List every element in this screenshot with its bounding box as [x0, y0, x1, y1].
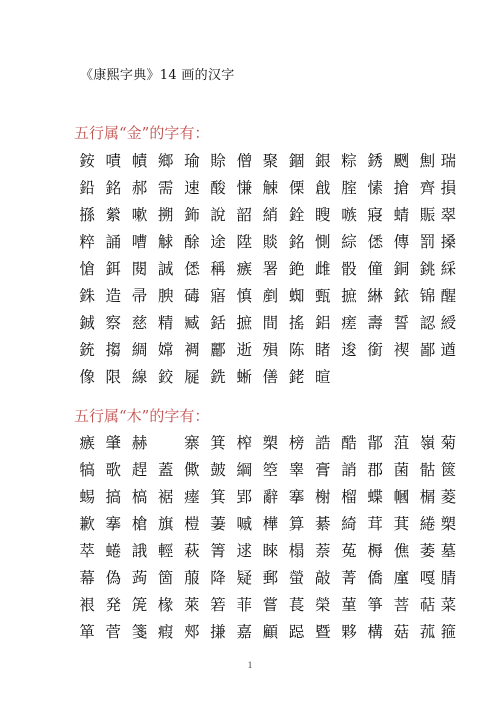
- character-cell: 察: [105, 314, 122, 332]
- character-cell: 萊: [184, 596, 200, 614]
- character-cell: 損: [440, 179, 457, 197]
- character-cell: 間: [262, 314, 279, 332]
- character-cell: 蜥: [236, 368, 252, 386]
- character-cell: 榜: [288, 434, 305, 452]
- character-cell: 蜻: [393, 206, 410, 224]
- character-cell: 菹: [393, 434, 410, 452]
- character-cell: 綜: [341, 233, 357, 251]
- character-cell: 認: [419, 314, 436, 332]
- character-cell: 綃: [262, 206, 279, 224]
- character-cell: 愴: [79, 260, 95, 278]
- character-cell: 菅: [105, 623, 122, 641]
- character-cell: 閱: [131, 260, 148, 278]
- character-cell: 線: [131, 368, 148, 386]
- character-cell: 銠: [288, 368, 305, 386]
- character-cell: 箐: [210, 542, 226, 560]
- character-cell: 翠: [440, 206, 457, 224]
- character-cell: 槍: [131, 515, 148, 533]
- character-cell: 蜷: [105, 542, 122, 560]
- character-cell: 甄: [315, 287, 331, 305]
- character-cell: 嘗: [262, 596, 279, 614]
- character-cell: 皷: [210, 461, 226, 479]
- character-cell: 誚: [341, 461, 357, 479]
- character-cell: 慎: [236, 287, 252, 305]
- section-heading-metal: 五行属“金”的字有：: [74, 124, 210, 142]
- character-cell: 傳: [393, 233, 410, 251]
- character-cell: 傈: [288, 179, 305, 197]
- character-cell: 銘: [288, 233, 305, 251]
- character-cell: 跽: [288, 623, 305, 641]
- character-cell: 降: [210, 569, 226, 587]
- character-cell: 萘: [315, 542, 331, 560]
- character-cell: 搎: [79, 206, 95, 224]
- character-cell: 搖: [288, 314, 305, 332]
- character-cell: 偽: [105, 569, 122, 587]
- section-heading-wood: 五行属“木”的字有：: [74, 407, 210, 425]
- character-cell: 睞: [262, 542, 279, 560]
- character-cell: 槊: [440, 515, 457, 533]
- character-cell: 鉸: [157, 368, 174, 386]
- character-cell: 顧: [262, 623, 279, 641]
- character-cell: 萩: [184, 542, 200, 560]
- character-cell: 菁: [341, 569, 357, 587]
- character-cell: 醒: [440, 287, 457, 305]
- character-cell: 萜: [419, 596, 436, 614]
- character-cell: 榻: [288, 542, 305, 560]
- character-cell: 慊: [236, 179, 252, 197]
- character-cell: 嘎: [419, 569, 436, 587]
- character-cell: 瘕: [157, 623, 174, 641]
- character-cell: 瑞: [440, 152, 457, 170]
- character-cell: 膏: [315, 461, 331, 479]
- character-cell: 幗: [393, 488, 410, 506]
- character-cell: 肇: [105, 434, 122, 452]
- character-cell: 酸: [210, 179, 226, 197]
- character-cell: 菇: [393, 623, 410, 641]
- character-cell: 骷: [419, 461, 436, 479]
- character-cell: 鄙: [419, 341, 436, 359]
- character-cell: 慈: [131, 314, 148, 332]
- character-cell: 屣: [184, 368, 200, 386]
- character-cell: 縈: [105, 206, 122, 224]
- character-cell: 箋: [131, 623, 148, 641]
- character-cell: 僛: [184, 461, 200, 479]
- character-cell: 陈: [288, 341, 305, 359]
- character-cell: 鉓: [184, 206, 200, 224]
- character-cell: 限: [105, 368, 122, 386]
- character-cell: 酷: [341, 434, 357, 452]
- character-cell: 雌: [315, 260, 331, 278]
- character-cell: 搴: [288, 488, 305, 506]
- character-grid-wood: [74, 430, 456, 646]
- character-cell: 裉: [79, 596, 95, 614]
- character-cell: 碡: [184, 287, 200, 305]
- character-cell: 腴: [157, 287, 174, 305]
- character-cell: 郝: [131, 179, 148, 197]
- character-cell: 銜: [367, 341, 383, 359]
- character-cell: 銀: [315, 152, 331, 170]
- character-cell: 萋: [210, 515, 226, 533]
- character-cell: 箪: [79, 623, 95, 641]
- character-cell: 篋: [440, 461, 457, 479]
- character-cell: 僁: [184, 260, 200, 278]
- character-cell: 箏: [367, 596, 383, 614]
- character-cell: 骰: [341, 260, 357, 278]
- character-cell: 綺: [341, 515, 357, 533]
- character-cell: 鋁: [315, 314, 331, 332]
- character-cell: [153, 430, 179, 457]
- character-cell: 菔: [184, 569, 200, 587]
- character-cell: 途: [210, 233, 226, 251]
- character-cell: 榴: [341, 488, 357, 506]
- character-cell: 搛: [210, 623, 226, 641]
- character-cell: 辭: [262, 488, 279, 506]
- character-cell: 榮: [315, 596, 331, 614]
- character-cell: 疑: [236, 569, 252, 587]
- character-cell: 歌: [105, 461, 122, 479]
- character-cell: 銃: [79, 341, 95, 359]
- character-cell: 夥: [341, 623, 357, 641]
- character-cell: 嘁: [236, 515, 252, 533]
- character-cell: 僑: [367, 569, 383, 587]
- character-cell: 稱: [210, 260, 226, 278]
- character-cell: 惻: [315, 233, 331, 251]
- character-cell: 寨: [184, 434, 200, 452]
- character-cell: 臧: [184, 314, 200, 332]
- character-cell: 剷: [262, 287, 279, 305]
- character-cell: 誐: [131, 542, 148, 560]
- character-cell: 犒: [79, 461, 95, 479]
- character-cell: 戧: [315, 179, 331, 197]
- character-cell: 旗: [157, 515, 174, 533]
- character-cell: 帚: [131, 287, 148, 305]
- character-cell: 速: [184, 179, 200, 197]
- character-cell: 歉: [79, 515, 95, 533]
- character-cell: 萇: [288, 596, 305, 614]
- character-cell: 锦: [419, 287, 436, 305]
- character-cell: 箍: [440, 623, 457, 641]
- character-cell: 菌: [393, 461, 410, 479]
- character-cell: 銛: [210, 314, 226, 332]
- character-cell: 遒: [440, 341, 457, 359]
- character-cell: 睾: [288, 461, 305, 479]
- character-cell: 錮: [288, 152, 305, 170]
- character-cell: 槈: [367, 542, 383, 560]
- character-cell: 誓: [393, 314, 410, 332]
- character-cell: 殞: [262, 341, 279, 359]
- character-cell: 箬: [210, 596, 226, 614]
- character-cell: 僁: [367, 233, 383, 251]
- character-cell: 榭: [315, 488, 331, 506]
- character-cell: 齊: [419, 179, 436, 197]
- character-cell: 摭: [341, 287, 357, 305]
- character-cell: 銘: [105, 179, 122, 197]
- character-cell: 綦: [315, 515, 331, 533]
- character-cell: 嶺: [419, 434, 436, 452]
- character-cell: 銅: [393, 260, 410, 278]
- character-cell: 菰: [419, 623, 436, 641]
- character-cell: 輕: [157, 542, 174, 560]
- character-cell: 像: [79, 368, 95, 386]
- character-cell: 逝: [236, 341, 252, 359]
- character-cell: 需: [157, 179, 174, 197]
- character-cell: 瘥: [341, 314, 357, 332]
- character-cell: 寢: [367, 206, 383, 224]
- character-cell: 綵: [440, 260, 457, 278]
- character-cell: 菱: [440, 488, 457, 506]
- character-cell: 郢: [236, 488, 252, 506]
- character-cell: 蜘: [288, 287, 305, 305]
- character-cell: 樺: [262, 515, 279, 533]
- character-cell: 萃: [79, 542, 95, 560]
- character-cell: 赫: [131, 434, 148, 452]
- character-cell: 鉺: [105, 260, 122, 278]
- character-cell: 幘: [131, 152, 148, 170]
- character-cell: 寤: [210, 287, 226, 305]
- character-cell: 禊: [393, 341, 410, 359]
- character-cell: 粽: [341, 152, 357, 170]
- character-cell: 銑: [210, 368, 226, 386]
- character-cell: 瘗: [184, 488, 200, 506]
- character-cell: 鄉: [157, 152, 174, 170]
- character-cell: 綣: [419, 515, 436, 533]
- character-cell: 鋮: [79, 314, 95, 332]
- character-cell: 愫: [367, 179, 383, 197]
- character-cell: 銨: [79, 152, 95, 170]
- character-cell: 裾: [157, 488, 174, 506]
- character-cell: 壽: [367, 314, 383, 332]
- character-cell: 嘉: [236, 623, 252, 641]
- character-cell: 菊: [440, 434, 457, 452]
- character-cell: 菜: [440, 596, 457, 614]
- character-cell: 搴: [105, 515, 122, 533]
- character-cell: 瞍: [315, 206, 331, 224]
- character-cell: 算: [288, 515, 305, 533]
- character-cell: 蝶: [367, 488, 383, 506]
- character-cell: 觫: [262, 179, 279, 197]
- character-cell: 搡: [440, 233, 457, 251]
- character-cell: 說: [210, 206, 226, 224]
- character-cell: 賧: [262, 233, 279, 251]
- character-cell: 嘖: [105, 152, 122, 170]
- character-cell: 腟: [341, 179, 357, 197]
- character-cell: 劁: [419, 152, 436, 170]
- character-cell: 萎: [419, 542, 436, 560]
- character-cell: 綝: [367, 287, 383, 305]
- character-cell: 暄: [315, 368, 331, 386]
- character-cell: 僬: [393, 542, 410, 560]
- character-cell: 槁: [131, 488, 148, 506]
- character-cell: 箇: [157, 569, 174, 587]
- character-cell: 嗽: [131, 206, 148, 224]
- character-cell: 郟: [184, 623, 200, 641]
- character-cell: 搞: [105, 488, 122, 506]
- character-cell: 搶: [393, 179, 410, 197]
- character-cell: 菟: [341, 542, 357, 560]
- character-cell: 僧: [236, 152, 252, 170]
- character-cell: 逡: [341, 341, 357, 359]
- character-cell: 署: [262, 260, 279, 278]
- character-cell: 逑: [236, 542, 252, 560]
- character-cell: 陞: [236, 233, 252, 251]
- character-cell: 僐: [262, 368, 279, 386]
- character-cell: 綱: [236, 461, 252, 479]
- character-cell: 粹: [79, 233, 95, 251]
- character-cell: 賑: [419, 206, 436, 224]
- character-cell: 鉛: [79, 179, 95, 197]
- character-cell: 趕: [131, 461, 148, 479]
- character-cell: 墓: [440, 542, 457, 560]
- character-cell: 構: [367, 623, 383, 641]
- page-number: 1: [247, 660, 253, 670]
- character-cell: 綬: [440, 314, 457, 332]
- character-cell: 睹: [315, 341, 331, 359]
- character-cell: 郵: [262, 569, 279, 587]
- character-cell: 搊: [105, 341, 122, 359]
- character-cell: 酈: [210, 341, 226, 359]
- character-cell: 瘯: [236, 260, 252, 278]
- character-cell: 瑜: [184, 152, 200, 170]
- character-cell: 銓: [288, 206, 305, 224]
- character-cell: 銚: [419, 260, 436, 278]
- character-cell: 箕: [210, 488, 226, 506]
- character-cell: 酴: [184, 233, 200, 251]
- character-cell: 箕: [210, 434, 226, 452]
- character-cell: 造: [105, 287, 122, 305]
- character-cell: 蓋: [157, 461, 174, 479]
- character-cell: 誥: [315, 434, 331, 452]
- character-cell: 箜: [262, 461, 279, 479]
- character-cell: 誠: [157, 260, 174, 278]
- character-cell: 精: [157, 314, 174, 332]
- character-cell: 罰: [419, 233, 436, 251]
- character-cell: 鄁: [367, 434, 383, 452]
- character-cell: 綢: [131, 341, 148, 359]
- character-cell: 韶: [236, 206, 252, 224]
- character-cell: 幕: [79, 569, 95, 587]
- character-cell: 敲: [315, 569, 331, 587]
- character-cell: 榍: [419, 488, 436, 506]
- character-cell: 嫦: [157, 341, 174, 359]
- character-cell: 廑: [393, 569, 410, 587]
- character-cell: 榨: [236, 434, 252, 452]
- character-cell: 暨: [315, 623, 331, 641]
- character-cell: 茸: [367, 515, 383, 533]
- character-cell: 菲: [236, 596, 252, 614]
- character-cell: 僮: [367, 260, 383, 278]
- character-cell: 銹: [367, 152, 383, 170]
- character-cell: 颲: [393, 152, 410, 170]
- character-cell: 觩: [157, 233, 174, 251]
- character-cell: 裯: [184, 341, 200, 359]
- character-cell: 蜴: [79, 488, 95, 506]
- character-cell: 発: [105, 596, 122, 614]
- character-cell: 萁: [393, 515, 410, 533]
- character-grid-metal: [74, 148, 456, 391]
- character-cell: 銖: [79, 287, 95, 305]
- character-cell: 摭: [236, 314, 252, 332]
- character-cell: 賒: [210, 152, 226, 170]
- character-cell: 誦: [105, 233, 122, 251]
- character-cell: 槊: [262, 434, 279, 452]
- character-cell: 菩: [393, 596, 410, 614]
- character-cell: 腈: [440, 569, 457, 587]
- character-cell: 銫: [288, 260, 305, 278]
- character-cell: 聚: [262, 152, 279, 170]
- character-cell: 蒟: [131, 569, 148, 587]
- character-cell: 榿: [184, 515, 200, 533]
- character-cell: 搠: [157, 206, 174, 224]
- character-cell: 箎: [131, 596, 148, 614]
- character-cell: 螢: [288, 569, 305, 587]
- document-title: 《康熙字典》14 画的汉字: [80, 68, 235, 83]
- character-cell: 郡: [367, 461, 383, 479]
- character-cell: 銥: [393, 287, 410, 305]
- character-cell: 瘯: [79, 434, 95, 452]
- character-cell: 嘈: [131, 233, 148, 251]
- character-cell: 菫: [341, 596, 357, 614]
- character-cell: 椽: [157, 596, 174, 614]
- character-cell: 嗾: [341, 206, 357, 224]
